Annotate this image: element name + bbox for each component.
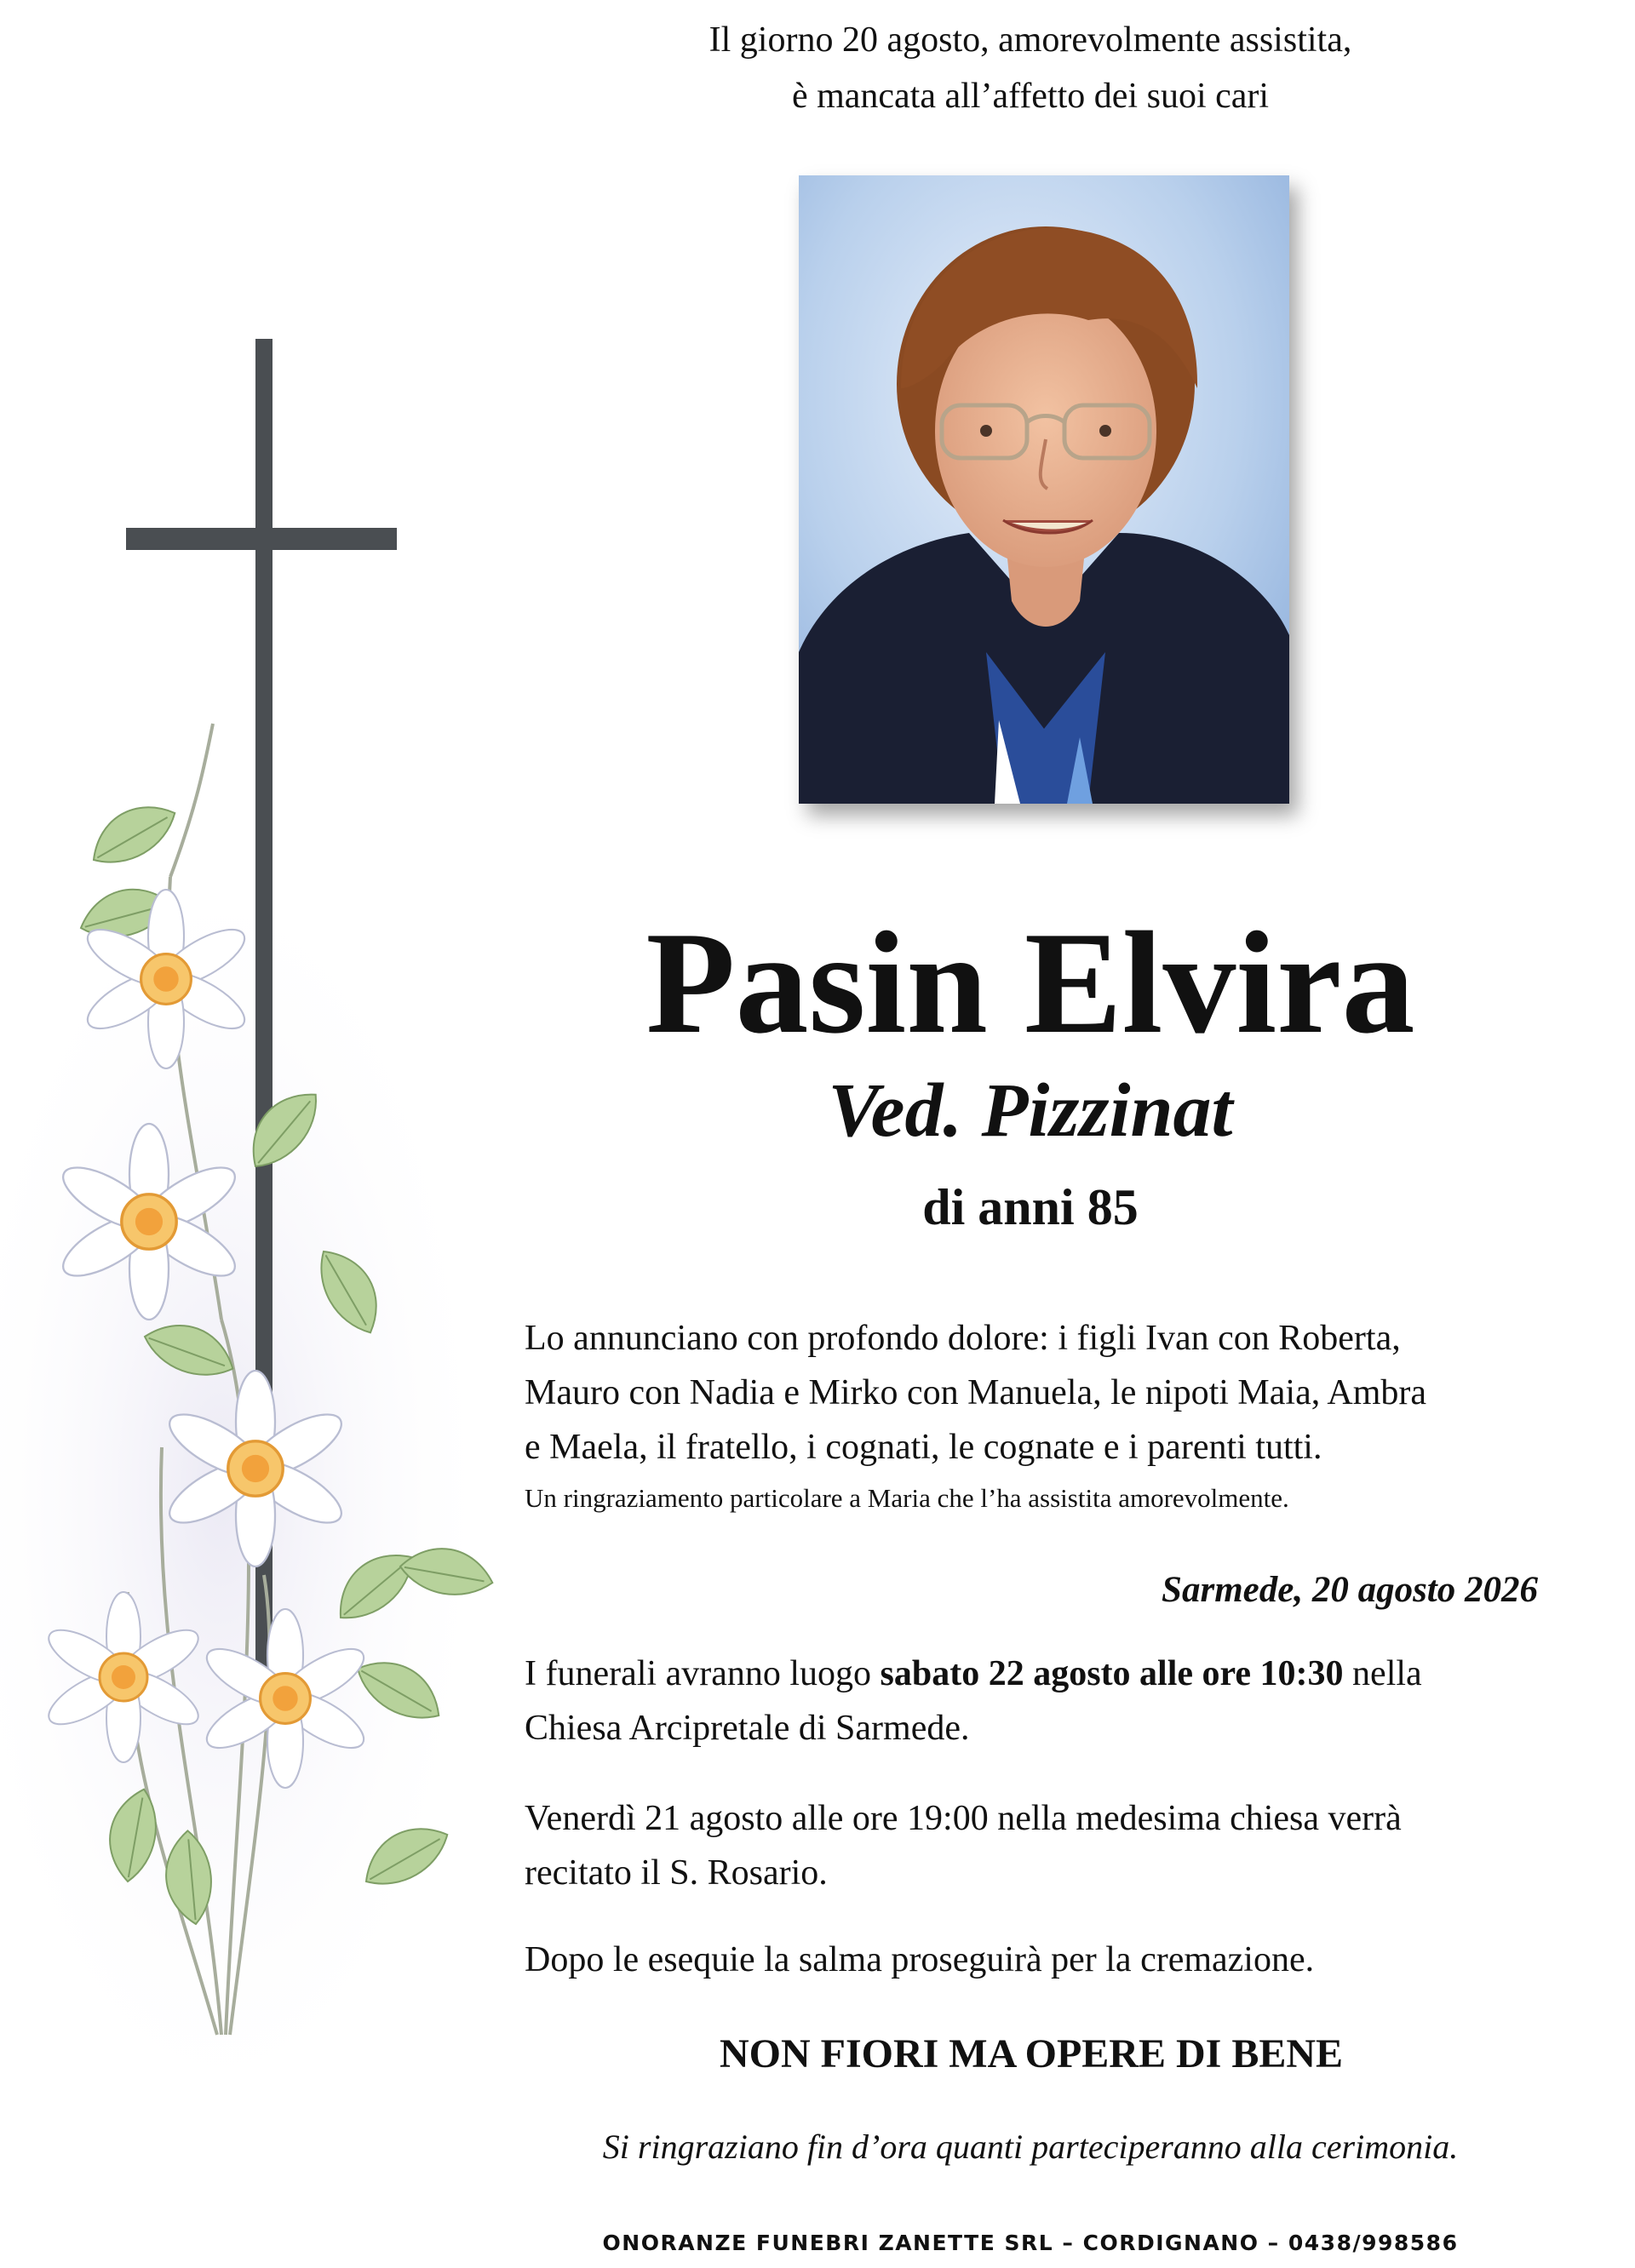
announcement-line-1: Lo annunciano con profondo dolore: i figli Ivan con Roberta, xyxy=(525,1319,1401,1358)
funeral-suffix: nella xyxy=(1343,1654,1422,1693)
cross-and-flowers-illustration xyxy=(0,213,554,2128)
announcement-text xyxy=(525,1311,1538,1475)
no-flowers-notice: NON FIORI MA OPERE DI BENE xyxy=(719,2031,1344,2076)
announcement-line-2: Mauro con Nadia e Mirko con Manuela, le nipoti Maia, Ambra xyxy=(525,1373,1427,1412)
funeral-prefix: I funerali avranno luogo xyxy=(525,1654,881,1693)
cremation-info: Dopo le esequie la salma proseguirà per la cremazione. xyxy=(525,1940,1315,1979)
funeral-line-1 xyxy=(525,1647,1538,1701)
widow-of: Ved. Pizzinat xyxy=(828,1068,1233,1153)
deceased-age: di anni 85 xyxy=(922,1179,1139,1235)
funeral-datetime: sabato 22 agosto alle ore 10:30 xyxy=(880,1654,1344,1693)
rosary-line-2: recitato il S. Rosario. xyxy=(525,1853,828,1893)
place-and-date: Sarmede, 20 agosto 2026 xyxy=(1162,1570,1538,1610)
closing-thanks: Si ringraziano fin d’ora quanti parteciperanno alla cerimonia. xyxy=(602,2128,1459,2166)
funeral-info xyxy=(525,1647,1538,1755)
rosary-info xyxy=(525,1791,1538,1900)
funeral-home-footer: ONORANZE FUNEBRI ZANETTE SRL – CORDIGNANO – 0438/998586 xyxy=(602,2231,1459,2255)
announcement-line-3: e Maela, il fratello, i cognati, le cognate e i parenti tutti. xyxy=(525,1428,1322,1467)
portrait-photo xyxy=(799,175,1289,804)
special-thanks: Un ringraziamento particolare a Maria che l’ha assistita amorevolmente. xyxy=(525,1483,1289,1513)
rosary-line-1: Venerdì 21 agosto alle ore 19:00 nella medesima chiesa verrà xyxy=(525,1799,1402,1838)
intro-line-2: è mancata all’affetto dei suoi cari xyxy=(791,77,1270,116)
deceased-name: Pasin Elvira xyxy=(645,902,1415,1064)
intro-text xyxy=(477,12,1584,124)
intro-line-1: Il giorno 20 agosto, amorevolmente assistita, xyxy=(708,20,1352,60)
funeral-line-2: Chiesa Arcipretale di Sarmede. xyxy=(525,1709,970,1748)
woman-portrait-icon xyxy=(799,175,1289,804)
